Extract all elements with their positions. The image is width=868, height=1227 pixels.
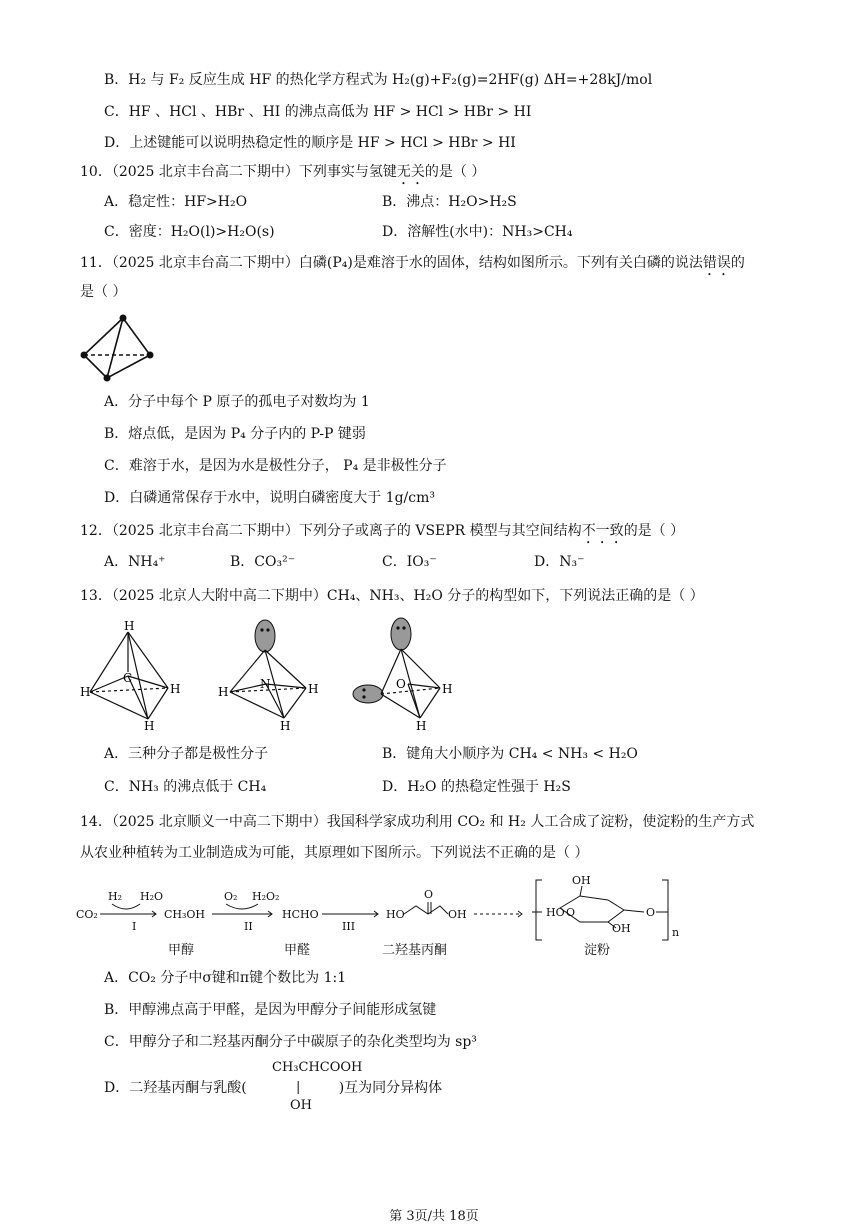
q9-option-d: D．上述键能可以说明热稳定性的顺序是 HF > HCl > HBr > HI: [104, 135, 516, 151]
nh3-n: N: [260, 677, 271, 691]
q12-stem-emphasis: 不一致: [581, 523, 624, 539]
q13-option-a: A．三种分子都是极性分子: [104, 746, 269, 762]
q11-stem-suffix: 的: [730, 255, 745, 271]
q11-option-a: A．分子中每个 P 原子的孤电子对数均为 1: [104, 394, 370, 410]
q13-option-d: D．H₂O 的热稳定性强于 H₂S: [382, 779, 571, 795]
q11-stem-line1: [80, 253, 745, 279]
q11-stem-prefix: 11．（2025 北京丰台高二下期中）白磷(P₄)是难溶于水的固体，结构如图所示。下列有关白磷的说法: [80, 255, 703, 271]
ch4-h-bottom: H: [144, 719, 155, 733]
scheme-dha-ho: HO: [386, 908, 405, 921]
q11-option-b: B．熔点低，是因为 P₄ 分子内的 P-P 键弱: [104, 426, 366, 442]
q11-stem-line2: 是（ ）: [80, 284, 127, 300]
scheme-hcho: HCHO: [282, 908, 319, 921]
q11-stem-emphasis: 错误: [702, 255, 731, 271]
q14-option-c: C．甲醇分子和二羟基丙酮分子中碳原子的杂化类型均为 sp³: [104, 1034, 477, 1050]
scheme-dha-oh: OH: [448, 908, 467, 921]
q9-option-c: C．HF 、HCl 、HBr 、HI 的沸点高低为 HF > HCl > HBr > HI: [104, 104, 532, 120]
ch4-h-left: H: [80, 685, 91, 699]
label-dihydroxyacetone: 二羟基丙酮: [382, 943, 448, 958]
nh3-h-left: H: [218, 685, 229, 699]
scheme-starch-o-link: O: [646, 906, 656, 919]
q12-option-d: D．N₃⁻: [534, 554, 585, 570]
q13-stem: 13．（2025 北京人大附中高二下期中）CH₄、NH₃、H₂O 分子的构型如下，下列说法正确的是（ ）: [80, 588, 704, 604]
scheme-o2: O₂: [224, 890, 238, 903]
q12-option-a: A．NH₄⁺: [104, 554, 166, 570]
scheme-starch-o: O: [566, 906, 576, 919]
q10-option-a: A．稳定性：HF>H₂O: [104, 194, 248, 210]
scheme-h2: H₂: [108, 890, 123, 903]
scheme-co2: CO₂: [76, 908, 98, 921]
q12-stem-prefix: 12．（2025 北京丰台高二下期中）下列分子或离子的 VSEPR 模型与其空间结构: [80, 523, 582, 539]
q11-option-c: C．难溶于水，是因为水是极性分子， P₄ 是非极性分子: [104, 458, 447, 474]
starch-synthesis-scheme: [76, 870, 686, 962]
scheme-dha-o: O: [424, 888, 434, 901]
q11-option-d: D．白磷通常保存于水中，说明白磷密度大于 1g/cm³: [104, 490, 435, 506]
scheme-step1: I: [132, 920, 137, 933]
nh3-structure: [230, 620, 306, 718]
scheme-step3: III: [342, 920, 356, 933]
ch4-c: C: [123, 671, 133, 685]
q10-stem-prefix: 10．（2025 北京丰台高二下期中）下列事实与氢键: [80, 164, 397, 180]
q10-stem-suffix: 的是（ ）: [424, 164, 486, 180]
q12-stem-suffix: 的是（ ）: [623, 523, 685, 539]
q10-option-d: D．溶解性(水中)：NH₃>CH₄: [382, 224, 573, 240]
h2o-structure: [353, 618, 440, 718]
scheme-subscript-n: n: [672, 926, 680, 939]
scheme-h2o2: H₂O₂: [252, 890, 280, 903]
h2o-o: O: [396, 677, 406, 691]
q14-option-d: [104, 1078, 442, 1098]
q9-option-b: B．H₂ 与 F₂ 反应生成 HF 的热化学方程式为 H₂(g)+F₂(g)=2HF(g) ΔH=+28kJ/mol: [104, 72, 653, 88]
q13-option-c: C．NH₃ 的沸点低于 CH₄: [104, 779, 267, 795]
scheme-starch-oh-top: OH: [572, 874, 591, 887]
scheme-starch-ho: HO: [546, 906, 565, 919]
scheme-h2o: H₂O: [140, 890, 164, 903]
q12-stem: [80, 521, 684, 547]
q14-stem-line1: 14．（2025 北京顺义一中高二下期中）我国科学家成功利用 CO₂ 和 H₂ 人工合成了淀粉，使淀粉的生产方式: [80, 814, 755, 830]
scheme-starch-oh-bottom: OH: [612, 922, 631, 935]
q12-option-b: B．CO₃²⁻: [230, 554, 296, 570]
nh3-h-right: H: [308, 682, 319, 696]
white-phosphorus-tetrahedron-figure: [78, 310, 158, 386]
ch4-h-top: H: [124, 619, 135, 633]
ch4-h-right: H: [170, 682, 181, 696]
q14-stem-line2: 从农业种植转为工业制造成为可能，其原理如下图所示。下列说法不正确的是（ ）: [80, 845, 589, 861]
q10-option-c: C．密度：H₂O(l)>H₂O(s): [104, 224, 275, 240]
q10-stem: [80, 162, 485, 188]
h2o-h-bottom: H: [416, 719, 427, 733]
q14-option-d-prefix: D．二羟基丙酮与乳酸(: [104, 1080, 247, 1096]
lactic-acid-formula-top: CH₃CHCOOH: [272, 1060, 363, 1075]
scheme-ch3oh: CH₃OH: [164, 908, 206, 921]
nh3-h-bottom: H: [280, 719, 291, 733]
label-formaldehyde: 甲醛: [284, 943, 311, 958]
q10-option-b: B．沸点：H₂O>H₂S: [382, 194, 517, 210]
q10-stem-emphasis: 无关: [396, 164, 425, 180]
label-starch: 淀粉: [584, 943, 611, 958]
page-footer: 第 3页/共 18页: [389, 1209, 479, 1224]
h2o-h-right: H: [442, 682, 453, 696]
molecular-geometry-figure: [78, 614, 468, 734]
q13-option-b: B．键角大小顺序为 CH₄ < NH₃ < H₂O: [382, 746, 638, 762]
scheme-step2: II: [244, 920, 253, 933]
lactic-acid-bond: |: [296, 1080, 301, 1095]
lactic-acid-formula-bottom: OH: [290, 1098, 312, 1113]
label-methanol: 甲醇: [168, 943, 195, 958]
q14-option-a: A．CO₂ 分子中σ键和π键个数比为 1:1: [104, 970, 347, 986]
q14-option-b: B．甲醇沸点高于甲醛，是因为甲醇分子间能形成氢键: [104, 1002, 437, 1018]
q14-option-d-suffix: )互为同分异构体: [338, 1080, 443, 1096]
q12-option-c: C．IO₃⁻: [382, 554, 437, 570]
